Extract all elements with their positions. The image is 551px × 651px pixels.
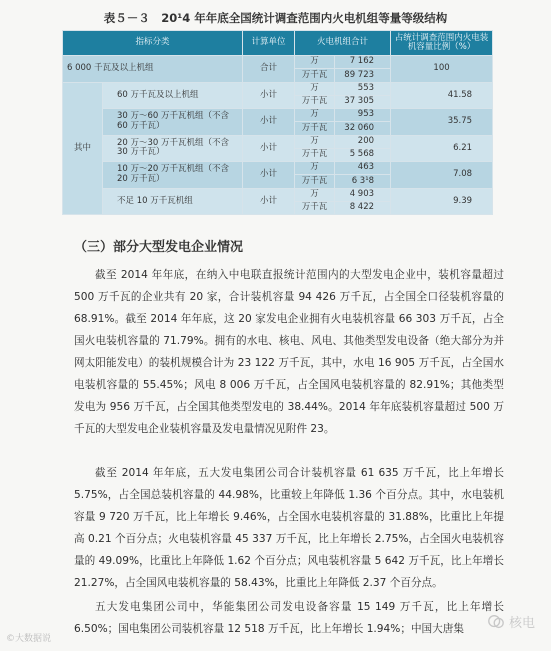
- row-value: 200: [335, 135, 391, 148]
- row-unit: 小计: [243, 82, 295, 109]
- capacity-structure-table: [62, 30, 493, 215]
- row-label: 10 万～20 万千瓦机组（不含 20 万千瓦）: [103, 162, 243, 189]
- table-row: [63, 109, 493, 122]
- row-subunit: 万: [295, 56, 335, 69]
- row-value: 37 305: [335, 95, 391, 108]
- table-row: [63, 82, 493, 95]
- row-value: 463: [335, 162, 391, 175]
- watermark-right: [487, 612, 535, 631]
- header-category: 指标分类: [63, 31, 243, 56]
- row-ratio: 41.58: [391, 82, 493, 109]
- group-label: 其中: [63, 82, 103, 215]
- row-value: 8 422: [335, 201, 391, 214]
- header-unit: 计算单位: [243, 31, 295, 56]
- row-subunit: 万千瓦: [295, 69, 335, 82]
- row-ratio: 100: [391, 56, 493, 83]
- row-ratio: 6.21: [391, 135, 493, 162]
- row-label: 30 万～60 万千瓦机组（不含 60 万千瓦）: [103, 109, 243, 136]
- row-subunit: 万千瓦: [295, 122, 335, 135]
- table-row: [63, 56, 493, 69]
- row-value: 7 162: [335, 56, 391, 69]
- row-value: 32 060: [335, 122, 391, 135]
- row-ratio: 35.75: [391, 109, 493, 136]
- row-value: 5 568: [335, 148, 391, 161]
- paragraph-1: 截至 2014 年年底，在纳入中电联直报统计范围内的大型发电企业中，装机容量超过 500 万千瓦的企业共有 20 家，合计装机容量 94 426 万千瓦，占全国全口径装机容量的 68.91%。截至 2014 年年底，这 20 家发电企业拥有火电装机容量 66 303 万千瓦，占全国火电装机容量的 71.79%。拥有的水电、核电、风电、其他类型发电设备（绝大部分为并网太阳能发电）的装机规模合计为 23 122 万千瓦，其中，水电 16 905 万千瓦，占全国水电装机容量的 55.45%；风电 8 006 万千瓦，占全国风电装机容量的 82.91%；其他类型发电为 956 万千瓦，占全国其他类型发电的 38.44%。2014 年年底装机容量超过 500 万千瓦的大型发电企业装机容量及发电量情况见附件 23。: [74, 269, 504, 435]
- table-row: [63, 162, 493, 175]
- row-label: 不足 10 万千瓦机组: [103, 188, 243, 215]
- row-value: 953: [335, 109, 391, 122]
- header-ratio: 占统计调查范围内火电装机容量比例（%）: [391, 31, 493, 56]
- table-caption: 表５－３ 20¹4 年年底全国统计调查范围内火电机组等量等级结构: [103, 11, 448, 25]
- row-subunit: 万: [295, 82, 335, 95]
- row-value: 89 723: [335, 69, 391, 82]
- row-unit: 小计: [243, 109, 295, 136]
- row-subunit: 万千瓦: [295, 95, 335, 108]
- row-subunit: 万: [295, 188, 335, 201]
- header-capacity: 火电机组合计: [295, 31, 391, 56]
- section-title: （三）部分大型发电企业情况: [74, 240, 244, 255]
- table-row: [63, 188, 493, 201]
- watermark-right-label: 核电: [508, 616, 535, 631]
- row-subunit: 万千瓦: [295, 201, 335, 214]
- paragraph-3: 五大发电集团公司中，华能集团公司发电设备容量 15 149 万千瓦，比上年增长 6.50%；国电集团公司装机容量 12 518 万千瓦，比上年增长 1.94%；中国大唐集: [74, 601, 504, 635]
- paragraph-2: 截至 2014 年年底，五大发电集团公司合计装机容量 61 635 万千瓦，比上年增长 5.75%，占全国总装机容量的 44.98%，比重较上年降低 1.36 个百分点。其中，水电装机容量 9 720 万千瓦，比上年增长 9.46%，占全国水电装机容量的 31.88%，比重比上年提高 0.21 个百分点；火电装机容量 45 337 万千瓦，比上年增长 2.75%，占全国火电装机容量的 49.09%，比重比上年降低 1.62 个百分点；风电装机容量 5 642 万千瓦，比上年增长 21.27%，占全国风电装机容量的 58.43%，比重比上年降低 2.37 个百分点。: [74, 467, 504, 589]
- row-value: 6 3¹8: [335, 175, 391, 188]
- row-subunit: 万: [295, 109, 335, 122]
- row-label: 20 万～30 万千瓦机组（不含 30 万千瓦）: [103, 135, 243, 162]
- table-row: [63, 135, 493, 148]
- row-unit: 小计: [243, 188, 295, 215]
- row-value: 4 903: [335, 188, 391, 201]
- row-subunit: 万千瓦: [295, 175, 335, 188]
- row-label: 6 000 千瓦及以上机组: [63, 56, 243, 83]
- row-subunit: 万千瓦: [295, 148, 335, 161]
- row-unit: 小计: [243, 135, 295, 162]
- row-unit: 合计: [243, 56, 295, 83]
- row-ratio: 9.39: [391, 188, 493, 215]
- watermark-left: ©大数据说: [6, 634, 52, 644]
- row-subunit: 万: [295, 135, 335, 148]
- row-value: 553: [335, 82, 391, 95]
- row-subunit: 万: [295, 162, 335, 175]
- wechat-icon: [487, 613, 505, 631]
- row-ratio: 7.08: [391, 162, 493, 189]
- row-label: 60 万千瓦及以上机组: [103, 82, 243, 109]
- row-unit: 小计: [243, 162, 295, 189]
